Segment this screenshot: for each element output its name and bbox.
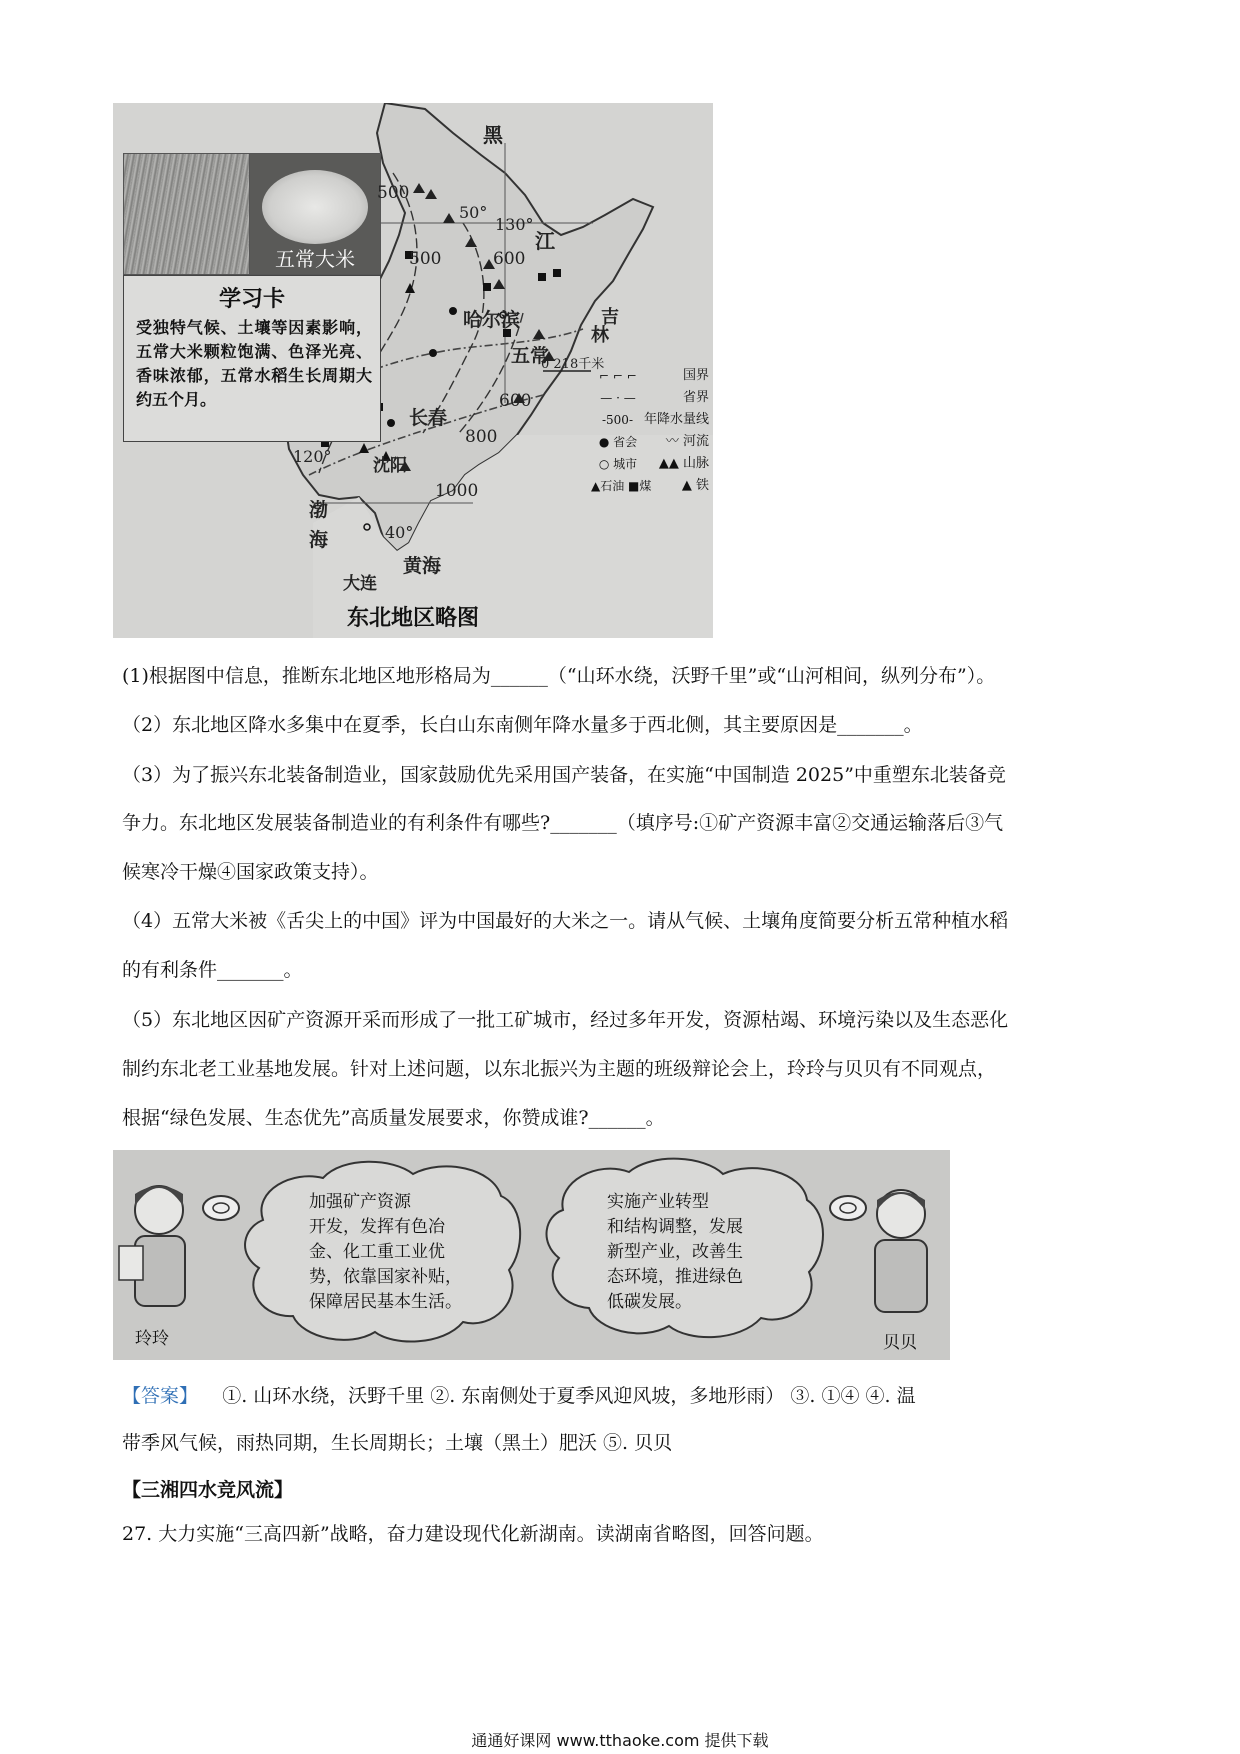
girl-linling-figure (119, 1186, 239, 1306)
legend-row: — · — 省界 (600, 390, 709, 405)
question-1: (1)根据图中信息，推断东北地区地形格局为______（“山环水绕，沃野千里”或“山河相间，纵列分布”）。 (122, 665, 996, 687)
question-3-line-2: 争力。东北地区发展装备制造业的有利条件有哪些?_______（填序号:①矿产资源丰富②交通运输落后③气 (122, 812, 1004, 834)
label-lon-120: 120° (293, 447, 332, 466)
label-isohyet-600-a: 600 (493, 249, 526, 269)
study-card-text: 受独特气候、土壤等因素影响，五常大米颗粒饱满、色泽光亮、香味浓郁，五常水稻生长周期大约五个月。 (136, 318, 372, 409)
label-hei: 黑 (483, 123, 503, 147)
name-linling: 玲玲 (135, 1329, 169, 1349)
question-4-line-1: （4）五常大米被《舌尖上的中国》评为中国最好的大米之一。请从气候、土壤角度简要分析五常种植水稻 (122, 910, 1009, 932)
label-bohai-1: 渤 (309, 499, 329, 521)
question-4-line-2: 的有利条件_______。 (122, 959, 303, 981)
legend-row: ● 省会 〰 河流 (598, 434, 709, 449)
left-bubble-text: 加强矿产资源 开发，发挥有色冶 金、化工重工业优 势，依靠国家补贴， 保障居民基本生活。 (309, 1192, 462, 1312)
label-isohyet-600-b: 600 (499, 391, 532, 411)
map-legend (591, 365, 709, 497)
question-27: 27. 大力实施“三高四新”战略，奋力建设现代化新湖南。读湖南省略图，回答问题。 (122, 1523, 824, 1545)
label-huanghai: 黄海 (403, 555, 442, 577)
label-jiang: 江 (535, 229, 555, 253)
question-3-line-1: （3）为了振兴东北装备制造业，国家鼓励优先采用国产装备，在实施“中国制造 2025”中重塑东北装备竞 (122, 764, 1006, 786)
boy-beibei-figure (830, 1190, 927, 1312)
legend-row: -500- 年降水量线 (601, 412, 709, 427)
section-title: 【三湘四水竞风流】 (122, 1479, 294, 1501)
photo-caption: 五常大米 (275, 247, 355, 271)
label-lin: 林 (591, 325, 609, 346)
label-ji: 吉 (601, 307, 619, 328)
label-isohyet-800: 800 (465, 427, 498, 447)
label-dalian: 大连 (343, 574, 377, 594)
study-card-title: 学习卡 (218, 286, 285, 312)
answer-line-1 (122, 1384, 1122, 1408)
rice-field-photo (123, 153, 250, 275)
label-harbin: 哈尔滨 (463, 309, 521, 331)
legend-row: ○ 城市 ▲▲ 山脉 (598, 456, 709, 471)
right-bubble-text: 实施产业转型 和结构调整，发展 新型产业，改善生 态环境，推进绿色 低碳发展。 (607, 1192, 743, 1312)
study-card (123, 275, 381, 442)
rice-bowl-photo (249, 153, 381, 275)
label-wuchang: 五常 (511, 345, 550, 367)
label-lon-130: 130° (495, 215, 534, 234)
northeast-map-figure (113, 103, 713, 638)
cartoon-drawing (113, 1150, 950, 1360)
answer-line-2: 带季风气候，雨热同期，生长周期长；土壤（黑土）肥沃 ⑤. 贝贝 (122, 1432, 673, 1454)
question-2: （2）东北地区降水多集中在夏季，长白山东南侧年降水量多于西北侧，其主要原因是_______。 (122, 714, 923, 736)
label-isohyet-500-b: 500 (409, 249, 442, 269)
label-isohyet-500-a: 500 (377, 183, 410, 203)
question-5-line-3: 根据“绿色发展、生态优先”高质量发展要求，你赞成谁?______。 (122, 1107, 665, 1129)
question-3-line-3: 候寒冷干燥④国家政策支持）。 (122, 861, 379, 883)
legend-row: ▲石油 ■煤 ▲ 铁 (591, 478, 709, 493)
legend-row: ⌐ ⌐ ⌐ 国界 (599, 368, 709, 383)
debate-cartoon (113, 1150, 950, 1360)
label-changchun: 长春 (409, 407, 448, 429)
scale-label: 0 218千米 (541, 357, 605, 372)
map-caption: 东北地区略图 (346, 605, 479, 631)
label-isohyet-1000: 1000 (435, 481, 479, 501)
label-shenyang: 沈阳 (373, 456, 407, 476)
name-beibei: 贝贝 (883, 1333, 917, 1353)
page-footer: 通通好课网 www.tthaoke.com 提供下载 (471, 1731, 769, 1750)
rice-bowl-image (262, 170, 368, 244)
answer-text-1: ①. 山环水绕，沃野千里 ②. 东南侧处于夏季风迎风坡，多地形雨） ③. ①④ ④. 温 (222, 1385, 916, 1407)
label-lat-40: 40° (385, 523, 414, 542)
label-lat-50: 50° (459, 203, 488, 222)
label-bohai-2: 海 (309, 529, 329, 551)
answer-tag: 【答案】 (122, 1385, 199, 1407)
question-5-line-1: （5）东北地区因矿产资源开采而形成了一批工矿城市，经过多年开发，资源枯竭、环境污染以及生态恶化 (122, 1009, 1009, 1031)
question-5-line-2: 制约东北老工业基地发展。针对上述问题，以东北振兴为主题的班级辩论会上，玲玲与贝贝有不同观点， (122, 1058, 997, 1080)
